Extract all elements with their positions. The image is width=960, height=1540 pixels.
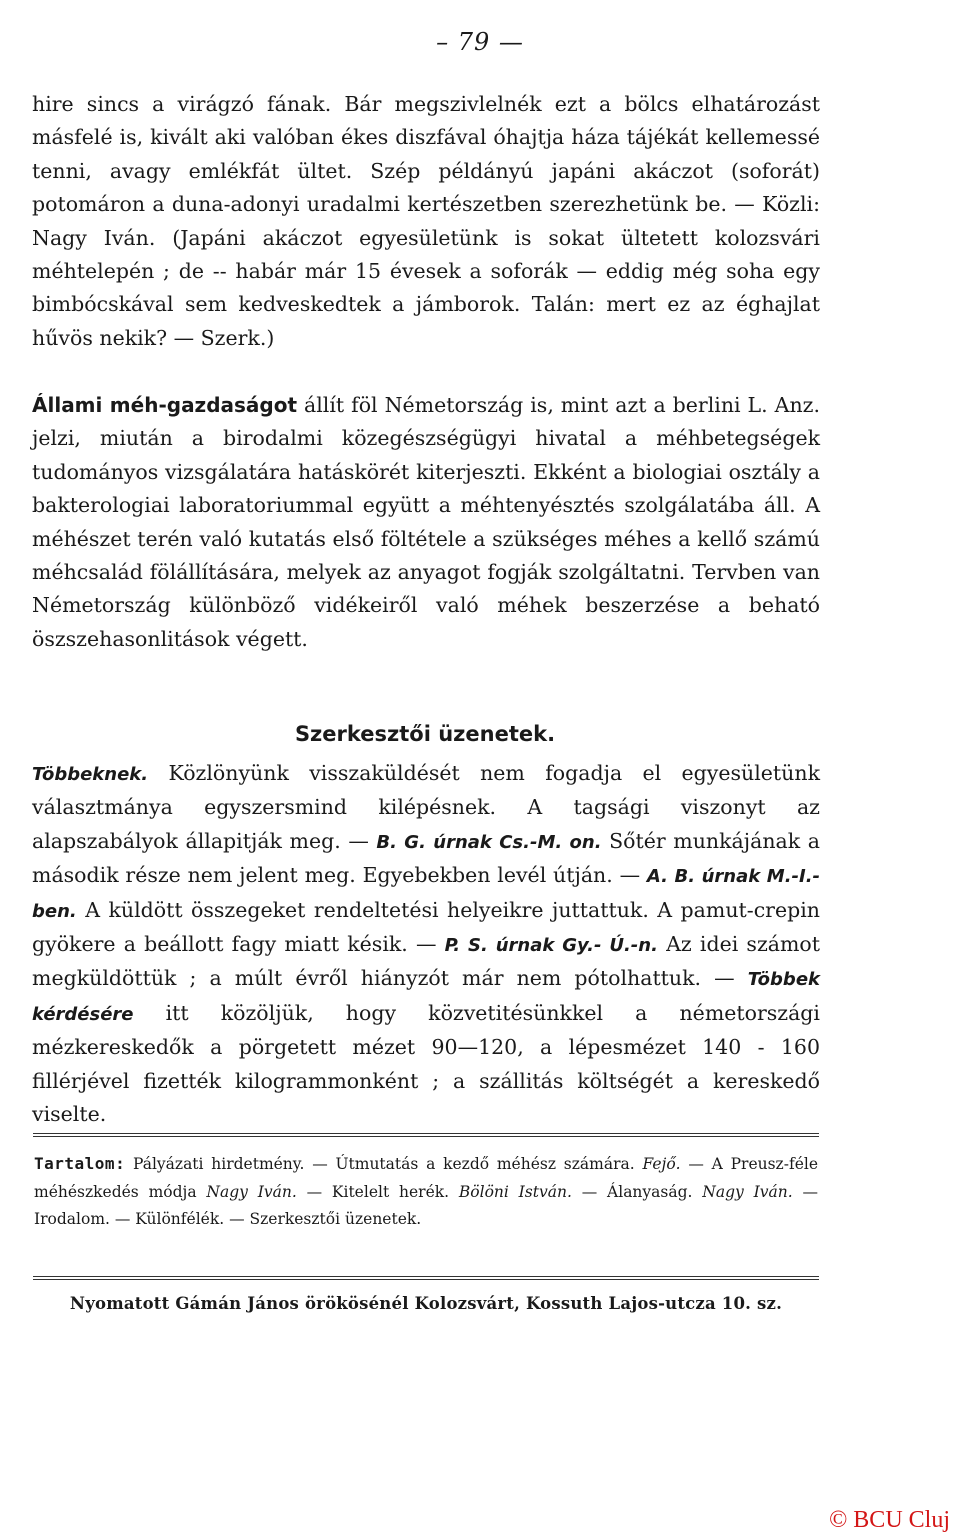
contents-author: Nagy Iván.	[702, 1182, 793, 1201]
contents-text: — Álanyaság.	[571, 1182, 703, 1201]
article-paragraph-japanese-acacia: hire sincs a virágzó fának. Bár megszivlelnék ezt a bölcs elhatározást másfelé is, kivált aki valóban ékes diszfával óhajtja háza tájékát kellemessé tenni, avagy emlékfát ültet. Szép példányú japáni akáczot (soforát) potomáron a duna-adonyi uradalmi kertészetben szerezhetünk be. — Közli: Nagy Iván. (Japáni akáczot egyesületünk is sokat ültetett kolozsvári méhtelepén ; de -- habár már 15 évesek a soforák — eddig még soha egy bimbócskával sem kedveskedtek a jámborok. Talán: mert ez az éghajlat hűvös nekik? — Szerk.)	[32, 92, 820, 350]
table-of-contents	[34, 1150, 818, 1234]
message-addressee: Többek kérdésére	[32, 969, 820, 1025]
contents-author: Nagy Iván.	[206, 1182, 297, 1201]
contents-author: Fejő.	[642, 1155, 681, 1173]
divider-rule	[33, 1276, 819, 1280]
message-addressee: B. G. úrnak Cs.-M. on.	[376, 831, 602, 853]
printer-imprint: Nyomatott Gámán János örökösénél Kolozsvárt, Kossuth Lajos-utcza 10. sz.	[69, 1294, 783, 1313]
page-number: – 79 —	[436, 28, 524, 56]
message-text: Sőtér munkájának a második része nem jelent meg. Egyebekben levél útján. —	[32, 828, 820, 888]
divider-rule	[33, 1133, 819, 1137]
contents-text: — A Preusz-féle méhészkedés módja	[34, 1155, 818, 1201]
contents-author: Bölöni István.	[458, 1182, 572, 1201]
message-addressee: P. S. úrnak Gy.- Ú.-n.	[444, 935, 658, 957]
message-text: Közlönyünk visszaküldését nem fogadja el egyesületünk választmánya egyszersmind kilépésnek. A tagsági viszonyt az alapszabályok állapitják meg. —	[32, 761, 820, 853]
library-watermark: © BCU Cluj	[829, 1507, 950, 1533]
article-paragraph-state-bee-farm	[32, 389, 820, 656]
paragraph-lead-heading: Állami méh-gazdaságot	[32, 393, 298, 417]
paragraph-body: állít föl Németország is, mint azt a berlini L. Anz. jelzi, miután a birodalmi közegészségügyi hivatal a méhbetegségek tudományos vizsgálatára hatáskörét kiterjeszti. Ekként a biologiai osztály a bakterologiai laboratoriummal együtt a méhtenyésztés szolgálatába áll. A méhészet terén való kutatás első föltétele a szükséges méhes a kellő számú méhcsalád fölállítására, melyek az anyagot fogják szolgáltatni. Tervben van Németország különböző vidékeiről való méhek beszerzése a beható öszszehasonlitások végett.	[32, 393, 820, 651]
message-text: itt közöljük, hogy közvetitésünkkel a németországi mézkereskedők a pörgetett mézet 90—120, a lépesmézet 140 - 160 fillérjével fizették kilogrammonként ; a szállitás költségét a kereskedő viselte.	[32, 1000, 820, 1127]
message-addressee: Többeknek.	[32, 764, 149, 785]
message-text: A küldött összegeket rendeltetési helyeikre juttattuk. A pamut-crepin gyökere a beállott fagy miatt késik. —	[32, 897, 820, 957]
message-text: Az idei számot megküldöttük ; a múlt évről hiányzót már nem pótolhattuk. —	[32, 932, 820, 991]
contents-text: — Irodalom. — Különfélék. — Szerkesztői üzenetek.	[34, 1182, 818, 1229]
contents-label: Tartalom:	[34, 1154, 126, 1173]
message-addressee: A. B. úrnak M.-I.-ben.	[32, 866, 821, 922]
contents-text: Pályázati hirdetmény. — Útmutatás a kezdő méhész számára.	[125, 1155, 643, 1173]
editor-messages	[32, 757, 820, 1131]
contents-text: — Kitelelt herék.	[296, 1182, 459, 1201]
editor-messages-heading: Szerkesztői üzenetek.	[294, 722, 556, 746]
